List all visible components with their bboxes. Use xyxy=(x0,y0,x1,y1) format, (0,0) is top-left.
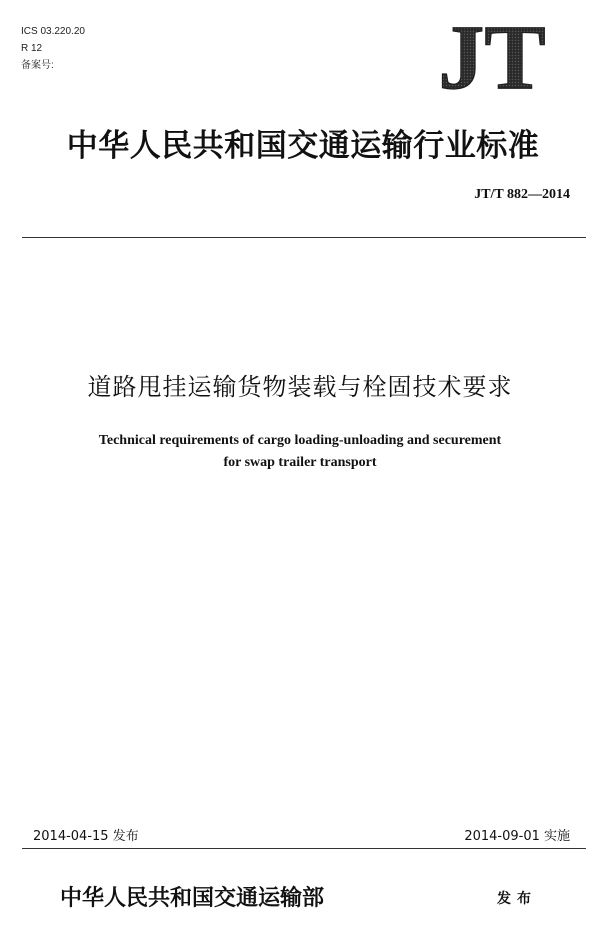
implementation-date: 2014-09-01 实施 xyxy=(464,829,570,844)
ics-code: ICS 03.220.20 xyxy=(21,26,85,37)
issuing-authority: 中华人民共和国交通运输部 xyxy=(60,886,325,911)
header-divider xyxy=(22,237,586,238)
standard-metadata xyxy=(21,23,85,74)
english-title-line-2: for swap trailer transport xyxy=(223,455,377,470)
standard-number: JT/T 882—2014 xyxy=(474,187,570,202)
industry-standard-title: 中华人民共和国交通运输行业标准 xyxy=(66,128,540,164)
issuer-suffix: 发布 xyxy=(497,891,537,907)
jt-logo xyxy=(418,18,566,92)
document-title-english xyxy=(0,430,600,474)
english-title-line-1: Technical requirements of cargo loading-unloading and securement xyxy=(98,433,502,448)
footer-divider xyxy=(22,848,586,849)
document-title-chinese: 道路甩挂运输货物装载与栓固技术要求 xyxy=(87,373,513,401)
filing-number-label: 备案号: xyxy=(21,60,54,71)
logo-lettering: JT xyxy=(438,18,546,92)
category-code: R 12 xyxy=(21,43,43,54)
issue-date: 2014-04-15 发布 xyxy=(33,829,139,844)
